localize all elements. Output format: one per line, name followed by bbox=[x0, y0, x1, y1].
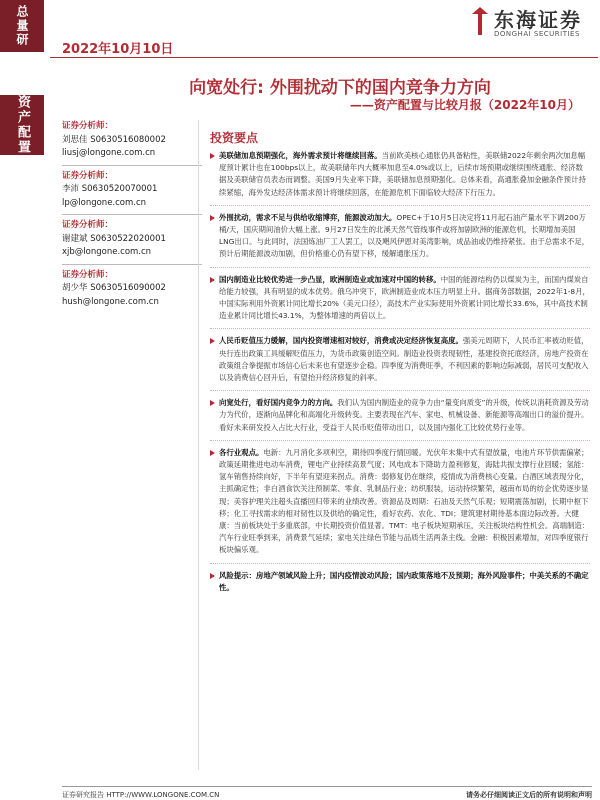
analyst-divider bbox=[62, 264, 202, 265]
key-point-lead: 向宽处行，看好国内竞争力的方向。 bbox=[219, 398, 338, 408]
key-point-text: 中国的能源结构仍以煤炭为主，而国内煤炭自给能力较强，具有明显的成本优势。俄乌冲突下，欧洲制造业成本压力明显上升。据商务部数据，2022年1-8月，中国实际利用外资累计同比增长20%（美元口径），高技术产业实际使用外资累计同比增长33.6%，其中高技术制造业累计同比增长43.1%，为整体增速的两倍以上。 bbox=[219, 274, 590, 321]
analyst-entry bbox=[62, 170, 202, 211]
analyst-entry bbox=[62, 269, 202, 310]
bullet-icon bbox=[210, 153, 215, 159]
key-point bbox=[210, 274, 590, 330]
key-point-text: 电新：九月消化多项利空，期待四季度行情回暖。光伏年末集中式有望放量，电池片环节供需偏紧；政策延期推进电动车消费，锂电产业持续高景气度；风电成本下降助力盈利修复，海陆共振支撑行业回暖；氢能：氢车销售持续向好，下半年有望迎来拐点。消费：弱修复仍在继续，疫情成为消费核心变量。白酒区域表现分化，主抓确定性；非白酒食饮关注预制菜、零食、乳制品行业；纺织服装，运动持续繁荣，越南布局的纺企优势逐步显现；美容护理关注超头直播回归带来的业绩改善。资源品及周期：石油及天然气乐观；短期震荡加剧，长期中枢下移；化工寻找需求的相对韧性以及供给的确定性，看好农药、农化、TDI；建筑建材期待基本面边际改善。大健康：当前板块处于多重底部，中长期投资价值显著。TMT：电子板块短期承压，关注板块结构性机会。高端制造：汽车行业旺季到来，消费景气延续；家电关注绿色节能与品质生活两条主线。金融：积极因素增加，对四季度银行板块偏乐观。 bbox=[219, 447, 590, 555]
logo-text-cn: 东海证券 bbox=[494, 8, 582, 32]
analyst-divider bbox=[62, 214, 202, 215]
key-point bbox=[210, 397, 590, 441]
footer-disclaimer: 请务必仔细阅读正文后的所有说明和声明 bbox=[466, 791, 592, 799]
report-date: 2022年10月10日 bbox=[62, 42, 174, 57]
bullet-icon bbox=[210, 400, 215, 406]
report-subtitle: ——资产配置与比较月报（2022年10月） bbox=[349, 98, 580, 112]
footer-website: 证券研究报告 HTTP://WWW.LONGONE.COM.CN bbox=[62, 791, 220, 799]
analyst-divider bbox=[62, 165, 202, 166]
analyst-name: 谢建斌 S0630522020001 bbox=[62, 233, 166, 244]
key-point bbox=[210, 447, 590, 564]
analyst-email: xjb@longone.com.cn bbox=[62, 247, 152, 257]
bullet-icon bbox=[210, 573, 215, 579]
analyst-name: 刘思佳 S0630516080002 bbox=[62, 134, 166, 145]
key-point-text: 我们认为国内制造业的竞争力由“量变向质变”的升级，传统以消耗资源及劳动力为代价，逐渐向品牌化和高端化升级转变。主要表现在汽车、家电、机械设备、新能源等高端出口的溢价提升。看好未来研发投入占比大行业，受益于人民币贬值带动出口，以及国内强化工比较优势行业等。 bbox=[219, 398, 589, 432]
footer-divider bbox=[62, 786, 592, 787]
key-point-lead: 风险提示：房地产领域风险上升；国内疫情波动风险；国内政策落地不及预期；海外风险事件；中美关系的不确定性。 bbox=[219, 570, 589, 592]
key-point-lead: 人民币贬值压力缓解，国内投资增速相对较好，消费或决定经济恢复高度。 bbox=[219, 336, 463, 346]
key-points-heading: 投资要点 bbox=[210, 131, 259, 145]
logo-text-en: DONGHAI SECURITIES bbox=[494, 30, 580, 38]
header-divider bbox=[50, 57, 598, 58]
bullet-icon bbox=[210, 215, 215, 221]
analyst-name: 李沛 S0630520070001 bbox=[62, 184, 158, 194]
key-point-text: 强美元周期下，人民币汇率被动贬值，央行连出政策工具缓解贬值压力，为货币政策创造空间。制造业投资表现韧性，基建投资托底经济，房地产投资在政策组合拳提振市场信心后未来也有望逐步企稳。四季度为消费旺季，不利因素的影响边际减弱，居民可支配收入以及消费信心回升后，有望抬升经济修复的斜率。 bbox=[219, 336, 589, 383]
category-tab: 资产配置 bbox=[0, 95, 44, 155]
analyst-list bbox=[62, 120, 202, 313]
key-point-lead: 美联储加息预期强化，海外需求预计将继续回落。 bbox=[219, 151, 382, 160]
key-point-lead: 国内制造业比较优势进一步凸显，欧洲制造业或加速对中国的转移。 bbox=[219, 274, 441, 284]
analyst-entry bbox=[62, 120, 202, 161]
column-divider bbox=[198, 120, 199, 770]
key-point bbox=[210, 335, 590, 391]
analyst-entry bbox=[62, 219, 202, 260]
key-point-risk bbox=[210, 570, 590, 600]
bullet-icon bbox=[210, 450, 215, 456]
analyst-email: lp@longone.com.cn bbox=[62, 197, 147, 208]
analyst-role: 证券分析师： bbox=[62, 220, 114, 230]
report-type-tab: 总量研 bbox=[0, 0, 44, 52]
bullet-icon bbox=[210, 338, 215, 344]
analyst-role: 证券分析师： bbox=[62, 269, 114, 280]
key-point-text: 当前欧美核心通胀仍具备粘性，美联储2022年剩余两次加息幅度预计累计也在100bps以上，故美联储年内大概率加息至4.0%或以上，后续市场预期或继续围绕通胀、经济数据及美联储官员表态而调整。美国9月失业率下降，美联储加息预期强化。总体来看，高通胀叠加金融条件预计持续紧缩，海外发达经济体需求预计将继续回落，在能源危机下面临较大经济下行压力。 bbox=[219, 151, 586, 197]
key-point-text: OPEC+于10月5日决定将11月起石油产量水平下调200万桶/天，国庆期间油价大幅上涨。9月27日发生的北溪天然气管线事件或将加剧欧洲的能源危机，长期增加美国LNG出口。与此同时，法国炼油厂工人罢工，以及飓风伊恩对美湾影响，成品油或仍维持紧张。由于总需求不足，预计后期能源波动加剧，但价格重心仍有望下移，缓解通胀压力。 bbox=[219, 212, 590, 259]
analyst-email: liusj@longone.com.cn bbox=[62, 148, 156, 158]
bullet-icon bbox=[210, 277, 215, 283]
key-point-lead: 外围扰动，需求不足与供给收缩博弈，能源波动加大。 bbox=[219, 212, 397, 222]
report-title: 向宽处行: 外围扰动下的国内竞争力方向 bbox=[189, 78, 491, 98]
key-point bbox=[210, 150, 590, 206]
company-logo bbox=[470, 2, 592, 48]
key-points-list bbox=[210, 150, 590, 606]
analyst-email: hush@longone.com.cn bbox=[62, 296, 159, 307]
logo-mark-icon bbox=[470, 6, 490, 36]
analyst-role: 证券分析师： bbox=[62, 121, 114, 131]
key-point bbox=[210, 212, 590, 268]
analyst-name: 胡少华 S0630516090002 bbox=[62, 283, 166, 293]
analyst-role: 证券分析师： bbox=[62, 170, 114, 181]
key-point-lead: 各行业观点。 bbox=[219, 447, 264, 457]
